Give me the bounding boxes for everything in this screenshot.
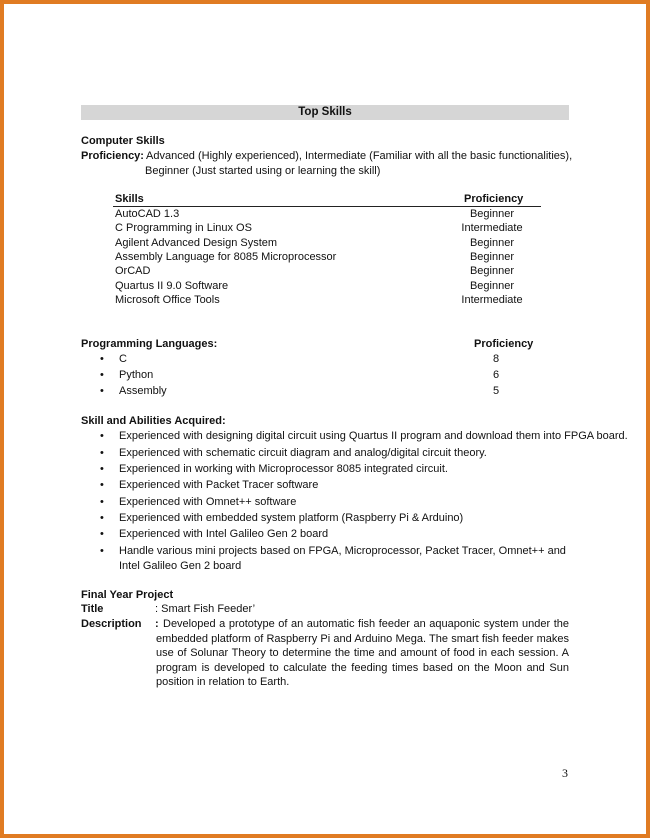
skill-level: Beginner	[469, 237, 515, 249]
language-score: 5	[492, 385, 500, 397]
table-header-proficiency: Proficiency	[464, 193, 524, 205]
skill-name: Microsoft Office Tools	[115, 294, 220, 306]
list-item: • Experienced with Omnet++ software	[119, 496, 296, 508]
list-item: • Experienced with schematic circuit diagram and analog/digital circuit theory.	[119, 447, 487, 459]
language-name: • Python	[119, 369, 153, 381]
project-description-colon: :	[155, 618, 159, 630]
proficiency-legend-line1: Advanced (Highly experienced), Intermediate (Familiar with all the basic functionalities),	[146, 150, 573, 162]
list-item: • Experienced in working with Microprocessor 8085 integrated circuit.	[119, 463, 448, 475]
list-item: • Experienced with Intel Galileo Gen 2 board	[119, 528, 328, 540]
computer-skills-heading: Computer Skills	[81, 135, 165, 147]
proficiency-legend-line2: Beginner (Just started using or learning the skill)	[145, 165, 381, 177]
language-name: • Assembly	[119, 385, 167, 397]
skill-name: AutoCAD 1.3	[115, 208, 180, 220]
list-item: • Experienced with designing digital circuit using Quartus II program and download them into FPGA board.	[119, 430, 628, 442]
proficiency-label: Proficiency:	[81, 150, 144, 162]
skill-level: Intermediate	[461, 294, 523, 306]
skill-level: Beginner	[469, 208, 515, 220]
skill-name: Quartus II 9.0 Software	[115, 280, 229, 292]
list-item: • Handle various mini projects based on FPGA, Microprocessor, Packet Tracer, Omnet++ and	[119, 545, 566, 557]
project-title-label: Title	[81, 603, 104, 615]
skill-level: Beginner	[469, 265, 515, 277]
list-item: • Experienced with Packet Tracer software	[119, 479, 318, 491]
skill-name: C Programming in Linux OS	[115, 222, 252, 234]
project-title-value: : Smart Fish Feeder’	[155, 603, 256, 615]
skill-name: Agilent Advanced Design System	[115, 237, 278, 249]
abilities-heading: Skill and Abilities Acquired:	[81, 415, 226, 427]
skill-level: Beginner	[469, 280, 515, 292]
programming-languages-heading: Programming Languages:	[81, 338, 218, 350]
programming-proficiency-heading: Proficiency	[474, 338, 534, 350]
section-banner-top-skills: Top Skills	[81, 105, 569, 120]
table-header-skills: Skills	[115, 193, 144, 205]
final-year-project-heading: Final Year Project	[81, 589, 174, 601]
language-score: 6	[492, 369, 500, 381]
skill-name: OrCAD	[115, 265, 151, 277]
skill-name: Assembly Language for 8085 Microprocessor	[115, 251, 337, 263]
list-item: • Experienced with embedded system platform (Raspberry Pi & Arduino)	[119, 512, 463, 524]
project-description-text: Developed a prototype of an automatic fish feeder an aquaponic system under the embedded platform of Raspberry Pi and Arduino Mega. The smart fish feeder makes use of Solunar Theory to determine the time and amount of food in each session. A program is developed to calculate the feeding times based on the Moon and Sun position in relation to Earth.	[156, 618, 569, 688]
language-score: 8	[492, 353, 500, 365]
language-name: • C	[119, 353, 127, 365]
skill-level: Beginner	[469, 251, 515, 263]
page-number: 3	[562, 766, 568, 780]
skill-level: Intermediate	[461, 222, 523, 234]
list-item-continuation: Intel Galileo Gen 2 board	[119, 560, 242, 572]
project-description-label: Description	[81, 618, 142, 630]
table-header-rule	[113, 206, 541, 207]
